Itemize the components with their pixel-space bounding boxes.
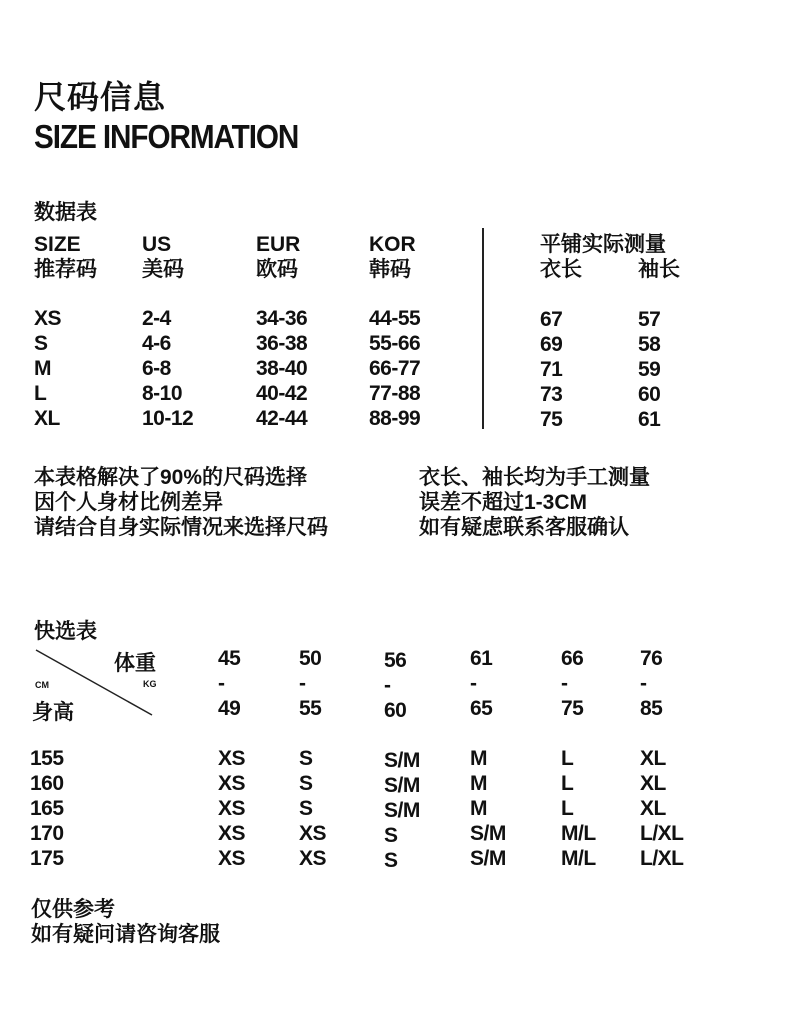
weight-range: 66 - 75	[561, 647, 584, 720]
height-label: 身高	[32, 701, 74, 724]
weight-label: 体重	[114, 652, 156, 675]
size-col-1: XS XS XS XS XS	[218, 747, 246, 870]
table-cell: 40-42	[256, 382, 308, 405]
weight-range: 45 - 49	[218, 647, 241, 720]
height-column: 155 160 165 170 175	[30, 747, 64, 870]
size-col-4: M M M S/M S/M	[470, 747, 506, 870]
eur-column	[256, 306, 307, 431]
measure-heading: 平铺实际测量	[540, 233, 666, 256]
notes-left: 本表格解决了90%的尺码选择 因个人身材比例差异 请结合自身实际情况来选择尺码	[34, 466, 328, 539]
table-cell: 36-38	[256, 332, 308, 355]
table-cell: 34-36	[256, 307, 308, 330]
table-cell: 77-88	[369, 382, 421, 405]
table-cell: 8-10	[142, 382, 183, 405]
kg-label: KG	[143, 679, 157, 689]
weight-range: 50 - 55	[299, 647, 322, 720]
col-kor-header: KOR 韩码	[369, 233, 416, 281]
table-cell: 42-44	[256, 407, 308, 430]
notes-right: 衣长、袖长均为手工测量 误差不超过1-3CM 如有疑虑联系客服确认	[419, 466, 650, 539]
size-col-3: S/M S/M S/M S S	[384, 749, 420, 872]
weight-range: 56 - 60	[384, 649, 407, 722]
table-cell: 67	[540, 308, 563, 331]
table-cell: 66-77	[369, 357, 421, 380]
table-cell: 73	[540, 383, 563, 406]
col-eur-header: EUR 欧码	[256, 233, 301, 281]
table-cell: 57	[638, 308, 661, 331]
sleeve-column	[638, 307, 660, 432]
kor-column	[369, 306, 420, 431]
col-size-header: SIZE 推荐码	[34, 233, 97, 281]
table-cell: 71	[540, 358, 563, 381]
length-column	[540, 307, 562, 432]
size-col-6: XL XL XL L/XL L/XL	[640, 747, 684, 870]
table-cell: 2-4	[142, 307, 171, 330]
weight-range: 61 - 65	[470, 647, 493, 720]
col-us-header: US 美码	[142, 233, 184, 281]
size-table-heading: 数据表	[34, 201, 97, 224]
table-cell: 69	[540, 333, 563, 356]
table-cell: XS	[34, 307, 62, 330]
footer-notes: 仅供参考 如有疑问请咨询客服	[31, 898, 220, 946]
table-cell: XL	[34, 407, 60, 430]
table-cell: 60	[638, 383, 661, 406]
table-cell: 59	[638, 358, 661, 381]
measure-col-sleeve: 袖长	[638, 258, 680, 281]
size-col-5: L L L M/L M/L	[561, 747, 596, 870]
table-cell: 44-55	[369, 307, 421, 330]
table-cell: 55-66	[369, 332, 421, 355]
title-en: SIZE INFORMATION	[34, 118, 299, 155]
size-column	[34, 306, 61, 431]
table-cell: 6-8	[142, 357, 171, 380]
table-cell: 61	[638, 408, 661, 431]
table-cell: S	[34, 332, 48, 355]
weight-range: 76 - 85	[640, 647, 663, 720]
table-cell: 10-12	[142, 407, 194, 430]
measure-col-length: 衣长	[540, 258, 582, 281]
table-cell: 88-99	[369, 407, 421, 430]
table-divider	[482, 228, 484, 429]
table-cell: M	[34, 357, 51, 380]
table-cell: 58	[638, 333, 661, 356]
table-cell: 75	[540, 408, 563, 431]
table-cell: L	[34, 382, 47, 405]
table-cell: 38-40	[256, 357, 308, 380]
us-column	[142, 306, 193, 431]
size-col-2: S S S XS XS	[299, 747, 327, 870]
quick-table-heading: 快选表	[34, 620, 97, 643]
title-cn: 尺码信息	[34, 79, 167, 115]
cm-label: CM	[35, 680, 49, 690]
table-cell: 4-6	[142, 332, 171, 355]
